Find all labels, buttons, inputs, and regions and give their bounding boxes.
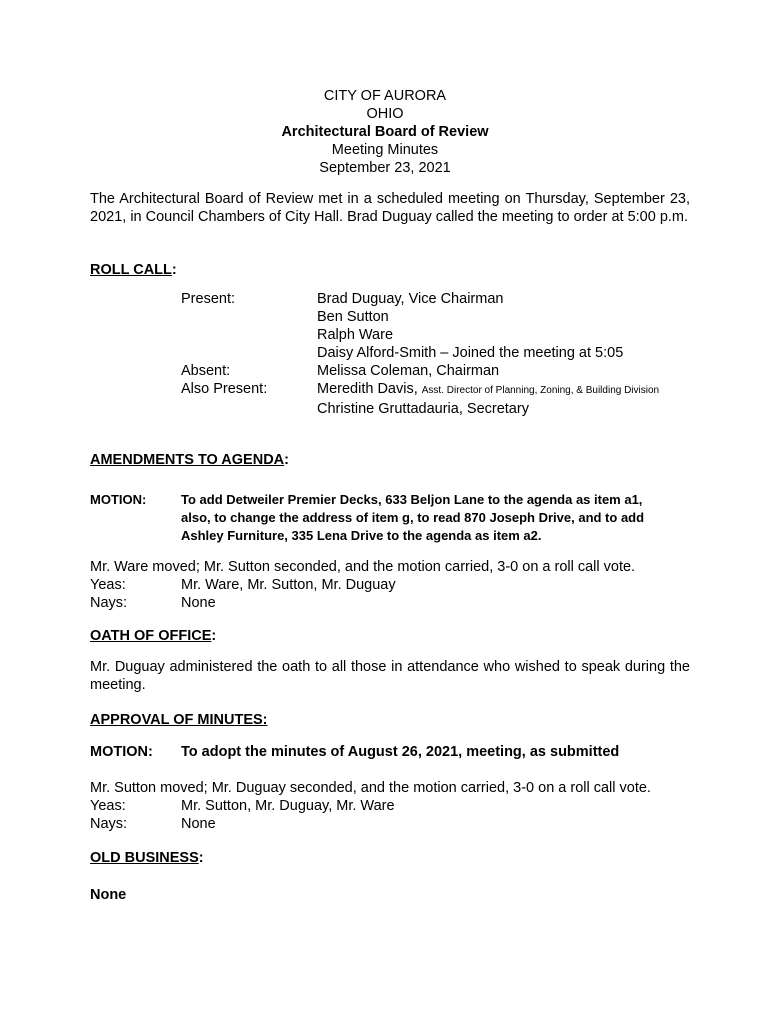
present-label: Present:: [181, 291, 235, 307]
absent-member: Melissa Coleman, Chairman: [317, 363, 500, 379]
present-list: [317, 290, 623, 362]
also-present-title: Asst. Director of Planning, Zoning, & Building Division: [421, 385, 660, 396]
old-business-heading-text: OLD BUSINESS: [90, 850, 199, 866]
present-member: Ben Sutton: [317, 309, 389, 325]
old-business-text: None: [90, 887, 127, 903]
also-present-member: [317, 380, 659, 400]
yeas-label: Yeas:: [90, 577, 126, 593]
amendments-heading: AMENDMENTS TO AGENDA:: [90, 452, 289, 468]
minutes-heading: [90, 711, 268, 729]
motion-line: also, to change the address of item g, to read 870 Joseph Drive, and to add: [181, 510, 645, 525]
document-header: [0, 87, 770, 177]
minutes-heading-text: APPROVAL OF MINUTES:: [90, 712, 268, 728]
city-name: CITY OF AURORA: [323, 88, 447, 104]
nays-label: Nays:: [90, 816, 128, 832]
yeas-value: Mr. Sutton, Mr. Duguay, Mr. Ware: [181, 798, 395, 814]
present-member: Ralph Ware: [317, 327, 394, 343]
old-business-heading: OLD BUSINESS:: [90, 850, 204, 866]
motion-label: MOTION:: [90, 492, 147, 507]
also-present-label: Also Present:: [181, 381, 268, 397]
meeting-date: September 23, 2021: [319, 160, 451, 176]
amendment-motion-text: [181, 491, 691, 545]
also-present-member: Christine Gruttadauria, Secretary: [317, 401, 529, 417]
roll-call-heading-text: ROLL CALL: [90, 262, 172, 278]
state-name: OHIO: [366, 106, 404, 122]
nays-label: Nays:: [90, 595, 128, 611]
roll-call-heading: ROLL CALL:: [90, 262, 177, 278]
board-name: Architectural Board of Review: [281, 124, 489, 140]
yeas-value: Mr. Ware, Mr. Sutton, Mr. Duguay: [181, 577, 396, 593]
nays-value: None: [181, 816, 216, 832]
intro-paragraph: The Architectural Board of Review met in a scheduled meeting on Thursday, September 23, 2021, in Council Chambers of City Hall. Brad Duguay called the meeting to order at 5:00 p.m.: [90, 191, 690, 225]
amendment-vote-text: Mr. Ware moved; Mr. Sutton seconded, and the motion carried, 3-0 on a roll call vote.: [90, 559, 636, 575]
oath-heading-text: OATH OF OFFICE: [90, 628, 212, 644]
nays-value: None: [181, 595, 216, 611]
amendments-heading-text: AMENDMENTS TO AGENDA: [90, 452, 285, 468]
oath-heading: OATH OF OFFICE:: [90, 628, 217, 644]
yeas-label: Yeas:: [90, 798, 126, 814]
also-present-name: Meredith Davis,: [317, 381, 418, 397]
present-member: Daisy Alford-Smith – Joined the meeting at 5:05: [317, 345, 624, 361]
also-present-list: [317, 380, 659, 418]
minutes-motion-label: MOTION:: [90, 744, 153, 760]
absent-label: Absent:: [181, 363, 231, 379]
motion-line: To add Detweiler Premier Decks, 633 Beljon Lane to the agenda as item a1,: [181, 492, 643, 507]
minutes-motion-text: To adopt the minutes of August 26, 2021, meeting, as submitted: [181, 744, 620, 760]
motion-line: Ashley Furniture, 335 Lena Drive to the agenda as item a2.: [181, 528, 542, 543]
minutes-vote-text: Mr. Sutton moved; Mr. Duguay seconded, and the motion carried, 3-0 on a roll call vote.: [90, 780, 651, 796]
document-type: Meeting Minutes: [331, 142, 439, 158]
present-member: Brad Duguay, Vice Chairman: [317, 291, 504, 307]
oath-paragraph: Mr. Duguay administered the oath to all those in attendance who wished to speak during the meeting.: [90, 659, 690, 693]
